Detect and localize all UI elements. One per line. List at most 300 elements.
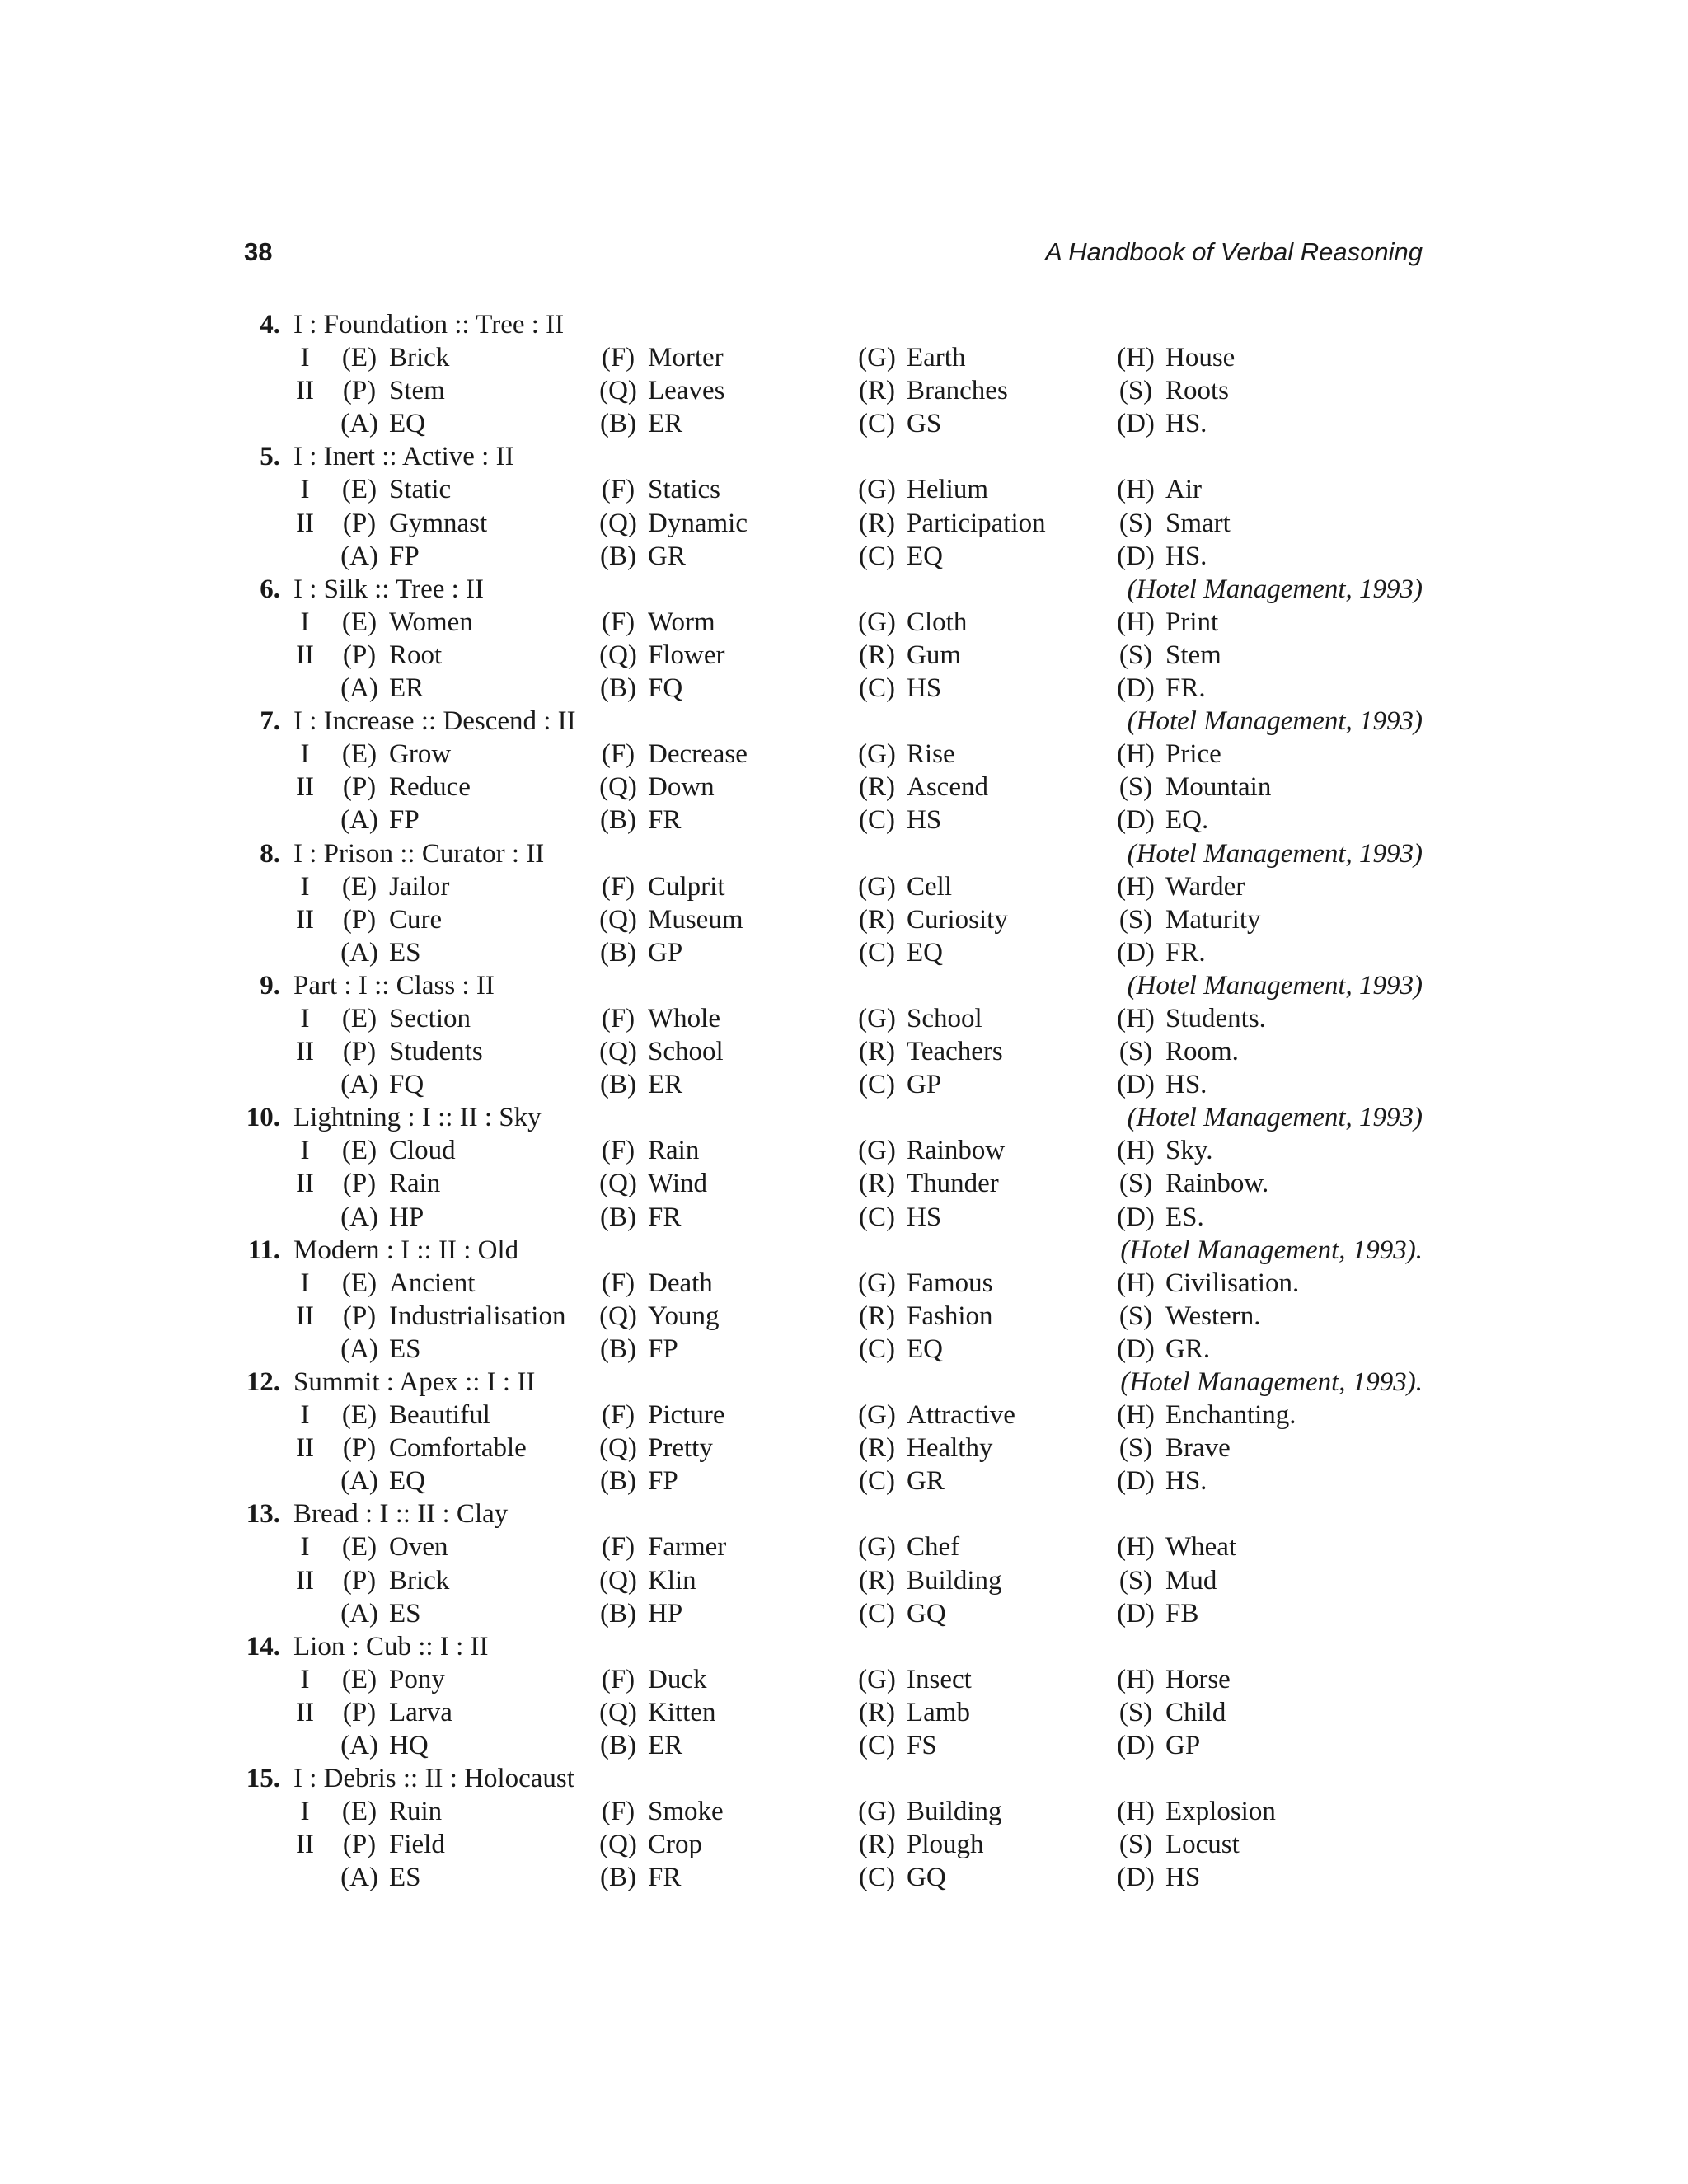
option-text: Insect	[907, 1664, 972, 1694]
question-text: Lion : Cub :: I : II	[293, 1631, 489, 1661]
question-text: Summit : Apex :: I : II	[293, 1367, 536, 1397]
option-label: (Q)	[599, 772, 637, 803]
option-label: (S)	[1118, 1037, 1153, 1067]
option-text: Horse	[1165, 1664, 1231, 1694]
question-stem	[244, 705, 1423, 738]
option-label: (A)	[340, 541, 378, 571]
option-label: (G)	[858, 1268, 896, 1298]
option-text: Room.	[1165, 1037, 1239, 1067]
option-text: Leaves	[648, 376, 725, 406]
option-label: (C)	[859, 937, 895, 968]
option-text: Cure	[389, 904, 443, 935]
option-text: Gymnast	[389, 508, 488, 538]
option-text: Culprit	[648, 871, 725, 902]
option-label: (D)	[1117, 541, 1155, 571]
roman-numeral: I	[300, 607, 310, 637]
option-text: Cell	[907, 871, 952, 902]
question-item	[244, 573, 1423, 705]
option-label: (S)	[1118, 772, 1153, 803]
option-label: (D)	[1117, 1070, 1155, 1100]
option-label: (A)	[340, 1466, 378, 1497]
question-source: (Hotel Management, 1993).	[1120, 1235, 1423, 1265]
page-number: 38	[244, 237, 273, 266]
option-text: Ruin	[389, 1797, 443, 1827]
option-text: Flower	[648, 640, 725, 670]
option-row-i	[244, 473, 1423, 506]
option-row-i	[244, 341, 1423, 374]
option-label: (Q)	[599, 508, 637, 538]
option-label: (D)	[1117, 1333, 1155, 1364]
question-text: Modern : I :: II : Old	[293, 1235, 519, 1265]
option-text: Farmer	[648, 1532, 727, 1563]
option-row-ii	[244, 1035, 1423, 1068]
option-text: Section	[389, 1003, 471, 1033]
option-text: ER	[648, 1731, 683, 1761]
option-label: (H)	[1117, 1003, 1155, 1033]
option-label: (H)	[1117, 1664, 1155, 1694]
question-item	[244, 705, 1423, 837]
option-text: Reduce	[389, 772, 471, 803]
option-label: (P)	[342, 1433, 377, 1464]
option-label: (A)	[340, 937, 378, 968]
roman-numeral: I	[300, 1136, 310, 1166]
option-label: (D)	[1117, 937, 1155, 968]
option-row-ii	[244, 1167, 1423, 1200]
option-text: Beautiful	[389, 1400, 490, 1431]
option-text: Pony	[389, 1664, 445, 1694]
option-label: (C)	[859, 1598, 895, 1629]
option-label: (B)	[600, 1731, 636, 1761]
option-label: (C)	[859, 1202, 895, 1232]
roman-numeral: II	[296, 1433, 314, 1464]
option-text: ES.	[1165, 1202, 1204, 1232]
option-label: (Q)	[599, 640, 637, 670]
option-label: (F)	[601, 1136, 635, 1166]
option-label: (E)	[341, 1136, 377, 1166]
option-text: Whole	[648, 1003, 720, 1033]
option-label: (B)	[600, 937, 636, 968]
option-text: Plough	[907, 1830, 984, 1860]
option-label: (F)	[601, 739, 635, 770]
option-label: (E)	[341, 1664, 377, 1694]
option-text: Attractive	[907, 1400, 1015, 1431]
option-text: GQ	[907, 1863, 946, 1893]
option-label: (Q)	[599, 1697, 637, 1727]
option-label: (C)	[859, 541, 895, 571]
question-source: (Hotel Management, 1993).	[1120, 1367, 1423, 1397]
question-item	[244, 1497, 1423, 1629]
page-header	[244, 237, 1423, 275]
option-label: (C)	[859, 1070, 895, 1100]
option-text: Larva	[389, 1697, 452, 1727]
option-label: (H)	[1117, 343, 1155, 373]
option-label: (A)	[340, 1731, 378, 1761]
option-text: HS	[907, 1202, 942, 1232]
option-label: (H)	[1117, 607, 1155, 637]
roman-numeral: II	[296, 508, 314, 538]
option-text: ER	[648, 409, 683, 439]
question-source: (Hotel Management, 1993)	[1127, 970, 1423, 1001]
option-label: (F)	[601, 1400, 635, 1431]
option-label: (R)	[859, 1565, 895, 1596]
option-label: (P)	[342, 640, 377, 670]
option-label: (Q)	[599, 1433, 637, 1464]
option-label: (F)	[601, 1268, 635, 1298]
option-label: (C)	[859, 1333, 895, 1364]
option-text: FR	[648, 1202, 682, 1232]
option-text: Curiosity	[907, 904, 1008, 935]
option-text: Air	[1165, 475, 1202, 505]
option-label: (E)	[341, 1532, 377, 1563]
option-text: Static	[389, 475, 452, 505]
question-number: 15.	[246, 1764, 280, 1794]
question-stem	[244, 1762, 1423, 1795]
question-stem	[244, 1497, 1423, 1530]
option-label: (P)	[342, 772, 377, 803]
option-label: (D)	[1117, 1202, 1155, 1232]
option-label: (E)	[341, 1400, 377, 1431]
option-text: Civilisation.	[1165, 1268, 1300, 1298]
option-label: (G)	[858, 1532, 896, 1563]
option-text: FR	[648, 1863, 682, 1893]
option-text: Thunder	[907, 1169, 999, 1199]
roman-numeral: I	[300, 1400, 310, 1431]
question-text: I : Debris :: II : Holocaust	[293, 1764, 574, 1794]
option-row-ii	[244, 374, 1423, 407]
option-label: (S)	[1118, 1301, 1153, 1331]
option-label: (S)	[1118, 1433, 1153, 1464]
question-source: (Hotel Management, 1993)	[1127, 706, 1423, 737]
option-label: (H)	[1117, 1268, 1155, 1298]
roman-numeral: I	[300, 1268, 310, 1298]
option-text: Rain	[389, 1169, 441, 1199]
option-label: (R)	[859, 376, 895, 406]
option-text: HS.	[1165, 541, 1207, 571]
option-text: ES	[389, 937, 421, 968]
option-row-ii	[244, 1696, 1423, 1729]
option-text: Cloud	[389, 1136, 456, 1166]
option-text: Enchanting.	[1165, 1400, 1296, 1431]
option-text: Statics	[648, 475, 720, 505]
option-label: (H)	[1117, 1136, 1155, 1166]
option-label: (A)	[340, 1070, 378, 1100]
option-text: Students.	[1165, 1003, 1266, 1033]
option-label: (S)	[1118, 1830, 1153, 1860]
question-stem	[244, 1366, 1423, 1399]
question-item	[244, 837, 1423, 969]
question-text: Lightning : I :: II : Sky	[293, 1103, 542, 1133]
option-label: (H)	[1117, 475, 1155, 505]
option-label: (E)	[341, 475, 377, 505]
option-text: Western.	[1165, 1301, 1261, 1331]
option-text: GP	[907, 1070, 942, 1100]
option-label: (G)	[858, 1400, 896, 1431]
option-text: FR	[648, 805, 682, 836]
question-stem	[244, 1101, 1423, 1134]
option-text: EQ	[907, 937, 943, 968]
option-label: (H)	[1117, 1532, 1155, 1563]
option-text: Grow	[389, 739, 452, 770]
option-label: (Q)	[599, 904, 637, 935]
question-number: 7.	[260, 706, 280, 737]
option-text: Duck	[648, 1664, 707, 1694]
option-text: FB	[1165, 1598, 1199, 1629]
option-row-i	[244, 1134, 1423, 1167]
question-number: 5.	[260, 442, 280, 472]
option-label: (B)	[600, 1863, 636, 1893]
option-text: GS	[907, 409, 942, 439]
roman-numeral: I	[300, 1532, 310, 1563]
option-text: ES	[389, 1333, 421, 1364]
option-text: Students	[389, 1037, 483, 1067]
option-text: EQ	[907, 541, 943, 571]
option-text: Wheat	[1165, 1532, 1237, 1563]
option-label: (A)	[340, 1333, 378, 1364]
option-text: HS.	[1165, 409, 1207, 439]
roman-numeral: I	[300, 1003, 310, 1033]
roman-numeral: II	[296, 1169, 314, 1199]
roman-numeral: I	[300, 343, 310, 373]
option-label: (A)	[340, 1598, 378, 1629]
option-label: (Q)	[599, 1037, 637, 1067]
option-text: Rise	[907, 739, 955, 770]
option-text: House	[1165, 343, 1236, 373]
option-label: (S)	[1118, 1697, 1153, 1727]
option-label: (F)	[601, 607, 635, 637]
option-text: Kitten	[648, 1697, 716, 1727]
question-number: 6.	[260, 574, 280, 604]
question-item	[244, 1234, 1423, 1366]
option-label: (P)	[342, 1565, 377, 1596]
question-stem	[244, 969, 1423, 1002]
option-label: (G)	[858, 1136, 896, 1166]
option-text: Rain	[648, 1136, 700, 1166]
question-item	[244, 1101, 1423, 1233]
option-text: Smart	[1165, 508, 1231, 538]
option-text: FP	[389, 541, 420, 571]
option-label: (S)	[1118, 1565, 1153, 1596]
option-text: Museum	[648, 904, 743, 935]
option-label: (P)	[342, 1830, 377, 1860]
option-text: HS	[907, 673, 942, 704]
option-text: Building	[907, 1797, 1002, 1827]
option-label: (S)	[1118, 904, 1153, 935]
option-text: Earth	[907, 343, 966, 373]
option-text: ES	[389, 1598, 421, 1629]
option-row-i	[244, 738, 1423, 771]
option-row-ii	[244, 639, 1423, 672]
option-text: Ancient	[389, 1268, 476, 1298]
question-stem	[244, 308, 1423, 341]
option-text: FP	[389, 805, 420, 836]
option-label: (B)	[600, 1202, 636, 1232]
answer-choices	[244, 1201, 1423, 1234]
question-number: 10.	[246, 1103, 280, 1133]
option-text: GQ	[907, 1598, 946, 1629]
option-text: HP	[648, 1598, 683, 1629]
question-source: (Hotel Management, 1993)	[1127, 838, 1423, 869]
question-text: Part : I :: Class : II	[293, 970, 495, 1001]
question-item	[244, 308, 1423, 440]
question-number: 14.	[246, 1631, 280, 1661]
option-row-i	[244, 1267, 1423, 1300]
option-label: (P)	[342, 1169, 377, 1199]
option-text: Stem	[389, 376, 445, 406]
option-label: (D)	[1117, 1598, 1155, 1629]
option-text: Down	[648, 772, 715, 803]
option-label: (D)	[1117, 805, 1155, 836]
option-label: (F)	[601, 1664, 635, 1694]
option-row-i	[244, 606, 1423, 639]
option-label: (A)	[340, 1863, 378, 1893]
option-row-ii	[244, 507, 1423, 540]
option-label: (C)	[859, 1731, 895, 1761]
option-label: (D)	[1117, 1731, 1155, 1761]
option-text: Sky.	[1165, 1136, 1213, 1166]
option-text: FR.	[1165, 937, 1206, 968]
option-label: (R)	[859, 640, 895, 670]
option-label: (S)	[1118, 376, 1153, 406]
roman-numeral: II	[296, 772, 314, 803]
option-row-ii	[244, 1432, 1423, 1465]
option-label: (B)	[600, 805, 636, 836]
option-text: EQ	[389, 1466, 425, 1497]
option-text: Chef	[907, 1532, 960, 1563]
option-text: HS.	[1165, 1466, 1207, 1497]
option-text: Child	[1165, 1697, 1226, 1727]
answer-choices	[244, 804, 1423, 837]
option-label: (E)	[341, 871, 377, 902]
question-stem	[244, 1630, 1423, 1663]
option-label: (Q)	[599, 1301, 637, 1331]
option-label: (S)	[1118, 508, 1153, 538]
question-source: (Hotel Management, 1993)	[1127, 1103, 1423, 1133]
option-text: Cloth	[907, 607, 968, 637]
option-label: (G)	[858, 1003, 896, 1033]
option-label: (G)	[858, 607, 896, 637]
question-number: 8.	[260, 838, 280, 869]
option-text: Building	[907, 1565, 1002, 1596]
option-text: Young	[648, 1301, 720, 1331]
option-text: Brick	[389, 343, 450, 373]
roman-numeral: I	[300, 1797, 310, 1827]
question-number: 9.	[260, 970, 280, 1001]
option-text: GP	[1165, 1731, 1201, 1761]
option-text: Industrialisation	[389, 1301, 566, 1331]
option-text: FP	[648, 1466, 678, 1497]
option-label: (B)	[600, 409, 636, 439]
answer-choices	[244, 1068, 1423, 1101]
option-text: Roots	[1165, 376, 1230, 406]
option-label: (D)	[1117, 673, 1155, 704]
book-title: A Handbook of Verbal Reasoning	[1045, 237, 1423, 266]
question-item	[244, 1366, 1423, 1497]
option-text: ER	[648, 1070, 683, 1100]
option-text: Wind	[648, 1169, 707, 1199]
option-label: (S)	[1118, 1169, 1153, 1199]
question-number: 4.	[260, 310, 280, 340]
option-label: (F)	[601, 1003, 635, 1033]
answer-choices	[244, 672, 1423, 705]
option-label: (P)	[342, 508, 377, 538]
option-text: HS	[1165, 1863, 1201, 1893]
question-item	[244, 969, 1423, 1101]
option-text: FS	[907, 1731, 937, 1761]
option-text: Participation	[907, 508, 1046, 538]
roman-numeral: II	[296, 904, 314, 935]
option-text: Helium	[907, 475, 988, 505]
option-label: (B)	[600, 1333, 636, 1364]
question-text: Bread : I :: II : Clay	[293, 1499, 509, 1530]
option-label: (D)	[1117, 1863, 1155, 1893]
option-text: HS.	[1165, 1070, 1207, 1100]
roman-numeral: II	[296, 1830, 314, 1860]
option-text: Worm	[648, 607, 715, 637]
option-label: (C)	[859, 1863, 895, 1893]
option-label: (R)	[859, 904, 895, 935]
roman-numeral: I	[300, 739, 310, 770]
option-text: Comfortable	[389, 1433, 527, 1464]
option-text: GR.	[1165, 1333, 1211, 1364]
option-text: Branches	[907, 376, 1008, 406]
option-text: Explosion	[1165, 1797, 1276, 1827]
option-text: Klin	[648, 1565, 696, 1596]
option-text: EQ.	[1165, 805, 1209, 836]
option-label: (E)	[341, 607, 377, 637]
option-row-i	[244, 1399, 1423, 1432]
option-label: (C)	[859, 1466, 895, 1497]
option-text: Women	[389, 607, 473, 637]
question-text: I : Foundation :: Tree : II	[293, 310, 565, 340]
option-text: Smoke	[648, 1797, 724, 1827]
option-text: Brave	[1165, 1433, 1231, 1464]
option-text: Jailor	[389, 871, 450, 902]
option-label: (P)	[342, 904, 377, 935]
option-text: GR	[648, 541, 686, 571]
option-text: Field	[389, 1830, 445, 1860]
option-text: Decrease	[648, 739, 748, 770]
roman-numeral: II	[296, 1697, 314, 1727]
option-text: Mountain	[1165, 772, 1272, 803]
answer-choices	[244, 1861, 1423, 1894]
option-text: Print	[1165, 607, 1219, 637]
roman-numeral: I	[300, 1664, 310, 1694]
option-label: (H)	[1117, 739, 1155, 770]
question-item	[244, 1630, 1423, 1762]
option-text: Price	[1165, 739, 1221, 770]
option-label: (Q)	[599, 1830, 637, 1860]
option-text: ES	[389, 1863, 421, 1893]
option-label: (C)	[859, 805, 895, 836]
question-text: I : Silk :: Tree : II	[293, 574, 485, 604]
option-row-ii	[244, 903, 1423, 936]
option-text: Oven	[389, 1532, 448, 1563]
roman-numeral: I	[300, 871, 310, 902]
option-text: Brick	[389, 1565, 450, 1596]
option-label: (D)	[1117, 409, 1155, 439]
option-label: (B)	[600, 541, 636, 571]
option-label: (Q)	[599, 1565, 637, 1596]
roman-numeral: II	[296, 376, 314, 406]
option-label: (R)	[859, 1697, 895, 1727]
option-text: Healthy	[907, 1433, 993, 1464]
option-label: (Q)	[599, 376, 637, 406]
option-label: (E)	[341, 1003, 377, 1033]
option-label: (B)	[600, 1466, 636, 1497]
option-label: (H)	[1117, 1797, 1155, 1827]
option-text: Teachers	[907, 1037, 1003, 1067]
option-text: Morter	[648, 343, 724, 373]
